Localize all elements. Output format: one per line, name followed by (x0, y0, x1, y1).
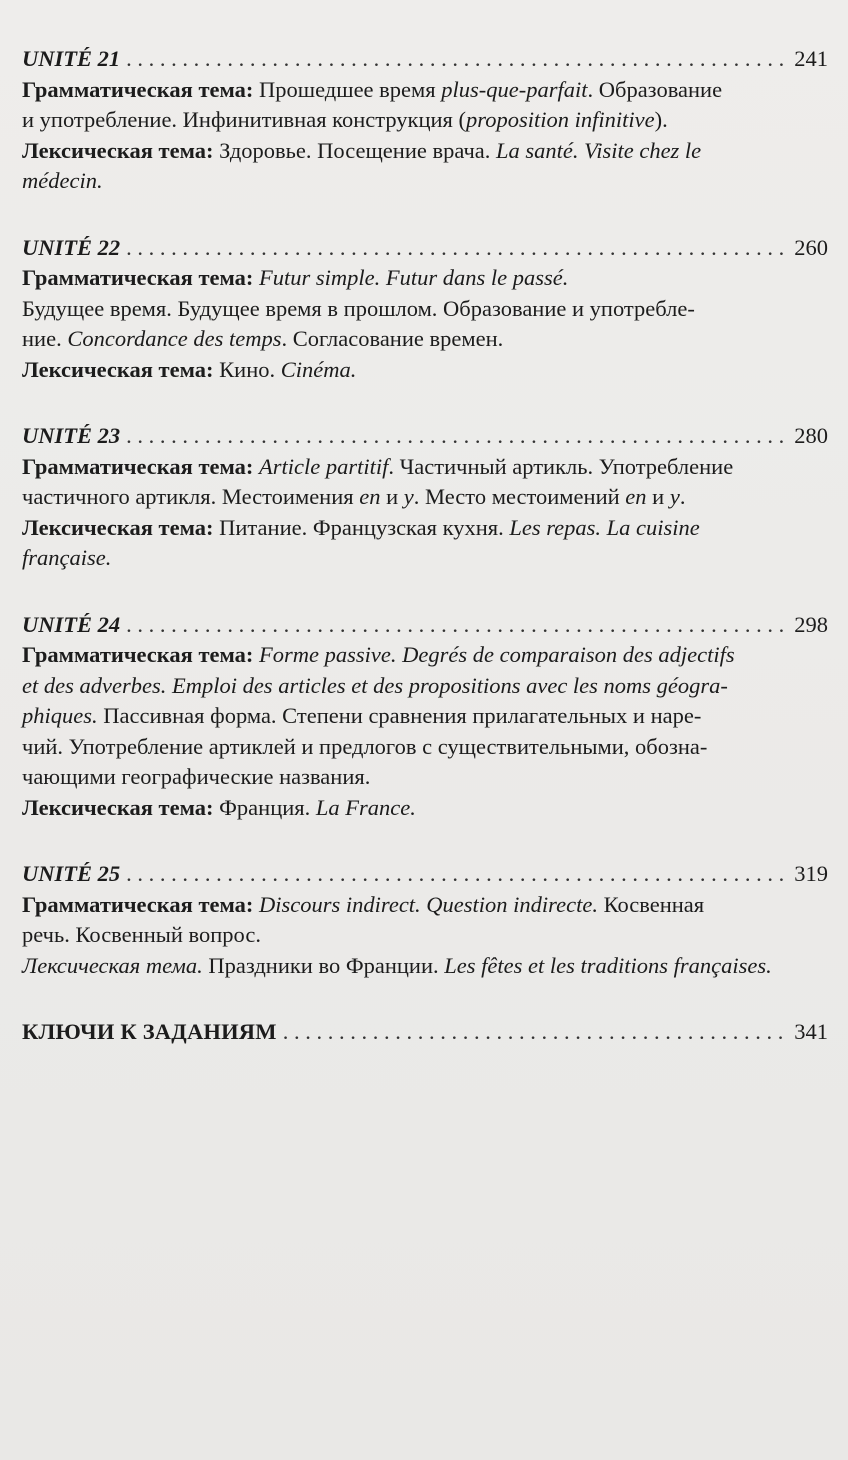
topic-text: et des adverbes. Emploi des articles et des propositions avec les noms géogra- (22, 672, 728, 698)
toc-entry-heading (22, 610, 834, 641)
topic-text: médecin. (22, 168, 103, 193)
topic-text: en (625, 484, 647, 509)
topic-text: и (646, 484, 670, 509)
toc-entry-title: UNITÉ 21 (22, 46, 121, 71)
toc-description-line (22, 452, 834, 483)
topic-text: Concordance des temps (67, 326, 282, 351)
toc-description-line (22, 294, 834, 325)
toc-entry (22, 859, 834, 981)
topic-text: Futur simple. Futur dans le passé. (259, 265, 569, 290)
toc-entry-heading (22, 859, 834, 890)
toc-description-line (22, 732, 834, 763)
table-of-contents (22, 44, 834, 1084)
toc-description-line (22, 263, 834, 294)
topic-text: y (403, 484, 414, 509)
topic-text: en (359, 484, 381, 509)
toc-description-line (22, 890, 834, 921)
topic-text: чающими географические названия. (22, 764, 371, 789)
topic-label: Лексическая тема: (22, 356, 214, 382)
topic-label: Лексическая тема: (22, 794, 214, 820)
toc-entry-answers (22, 1017, 834, 1048)
topic-label: Грамматическая тема: (22, 265, 254, 290)
toc-description-line (22, 920, 834, 951)
topic-text: y (669, 484, 680, 509)
toc-description-line (22, 793, 834, 824)
topic-text: Косвенная (597, 891, 705, 917)
toc-entry-heading (22, 233, 834, 264)
topic-text: phiques. (22, 703, 98, 728)
topic-text: ние. (22, 326, 68, 351)
toc-description-line (22, 762, 834, 793)
topic-text: Здоровье. Посещение врача. (213, 137, 496, 163)
topic-text: Лексическая тема. (22, 952, 203, 978)
toc-entry-heading (22, 44, 834, 75)
toc-page-number: 241 (794, 46, 828, 71)
toc-description-line (22, 482, 834, 513)
topic-text: . Образование (587, 76, 723, 102)
topic-text: Франция. (213, 794, 316, 820)
dot-leader (126, 859, 788, 890)
topic-text: française. (22, 545, 112, 570)
dot-leader (283, 1017, 789, 1048)
topic-label: Грамматическая тема: (22, 642, 254, 667)
toc-description-line (22, 671, 834, 702)
toc-description-line (22, 75, 834, 106)
topic-text: . Частичный артикль. Употребление (388, 453, 734, 479)
topic-text: Les fêtes et les traditions françaises. (444, 952, 772, 978)
topic-label: Лексическая тема: (22, 514, 214, 540)
toc-description-line (22, 355, 834, 386)
topic-text: Discours indirect. Question indirecte. (259, 891, 598, 917)
toc-description-line (22, 513, 834, 544)
topic-text: Forme passive. Degrés de comparaison des adjectifs (259, 642, 735, 667)
toc-entry-title: UNITÉ 25 (22, 861, 121, 886)
topic-text: Les repas. La cuisine (509, 514, 700, 540)
toc-entry-title: КЛЮЧИ К ЗАДАНИЯМ (22, 1019, 277, 1044)
toc-description-line (22, 105, 834, 136)
topic-text: Будущее время. Будущее время в прошлом. Образование и употребле- (22, 295, 695, 321)
toc-entry (22, 233, 834, 386)
topic-text: Кино. (213, 356, 281, 382)
toc-description-line (22, 324, 834, 355)
toc-page-number: 280 (794, 423, 828, 448)
topic-text: ). (654, 107, 668, 132)
topic-text: . Место местоимений (413, 484, 626, 509)
topic-text: Пассивная форма. Степени сравнения прилагательных и наре- (97, 703, 702, 728)
topic-text: . Согласование времен. (281, 326, 504, 351)
toc-description-line (22, 166, 834, 197)
topic-label: Лексическая тема: (22, 137, 214, 163)
toc-page-number: 319 (794, 861, 828, 886)
dot-leader (126, 421, 788, 452)
toc-entry (22, 421, 834, 574)
topic-text: Article partitif (259, 453, 389, 479)
topic-text: Cinéma. (280, 356, 357, 382)
topic-text: чий. Употребление артиклей и предлогов с существительными, обозна- (22, 733, 708, 759)
topic-text: proposition infinitive (466, 107, 655, 132)
topic-text: Питание. Французская кухня. (213, 514, 510, 540)
topic-text: и употребление. Инфинитивная конструкция ( (22, 107, 467, 132)
toc-page-number: 260 (794, 234, 828, 260)
toc-entry-heading (22, 1017, 834, 1048)
topic-text: речь. Косвенный вопрос. (22, 922, 261, 947)
toc-description-line (22, 640, 834, 671)
topic-text: . (679, 484, 686, 509)
toc-description-line (22, 136, 834, 167)
dot-leader (126, 44, 788, 75)
topic-text: La France. (315, 794, 416, 820)
toc-page-number: 341 (794, 1019, 828, 1044)
topic-label: Грамматическая тема: (22, 453, 254, 479)
dot-leader (126, 233, 788, 264)
topic-text: La santé. Visite chez le (496, 137, 702, 163)
toc-page-number: 298 (794, 611, 828, 637)
dot-leader (126, 610, 788, 641)
topic-text: plus-que-parfait (441, 76, 588, 102)
toc-entry-title: UNITÉ 22 (22, 234, 121, 260)
topic-text: Праздники во Франции. (202, 952, 445, 978)
toc-entry-heading (22, 421, 834, 452)
toc-entry-title: UNITÉ 23 (22, 423, 121, 448)
toc-description-line (22, 701, 834, 732)
toc-description-line (22, 543, 834, 574)
topic-label: Грамматическая тема: (22, 891, 254, 917)
topic-label: Грамматическая тема: (22, 76, 254, 102)
topic-text: Прошедшее время (253, 76, 442, 102)
topic-text: частичного артикля. Местоимения (22, 484, 360, 509)
toc-entry (22, 610, 834, 824)
toc-entry-title: UNITÉ 24 (22, 611, 121, 637)
topic-text: и (380, 484, 404, 509)
toc-entry (22, 44, 834, 197)
toc-description-line (22, 951, 834, 982)
